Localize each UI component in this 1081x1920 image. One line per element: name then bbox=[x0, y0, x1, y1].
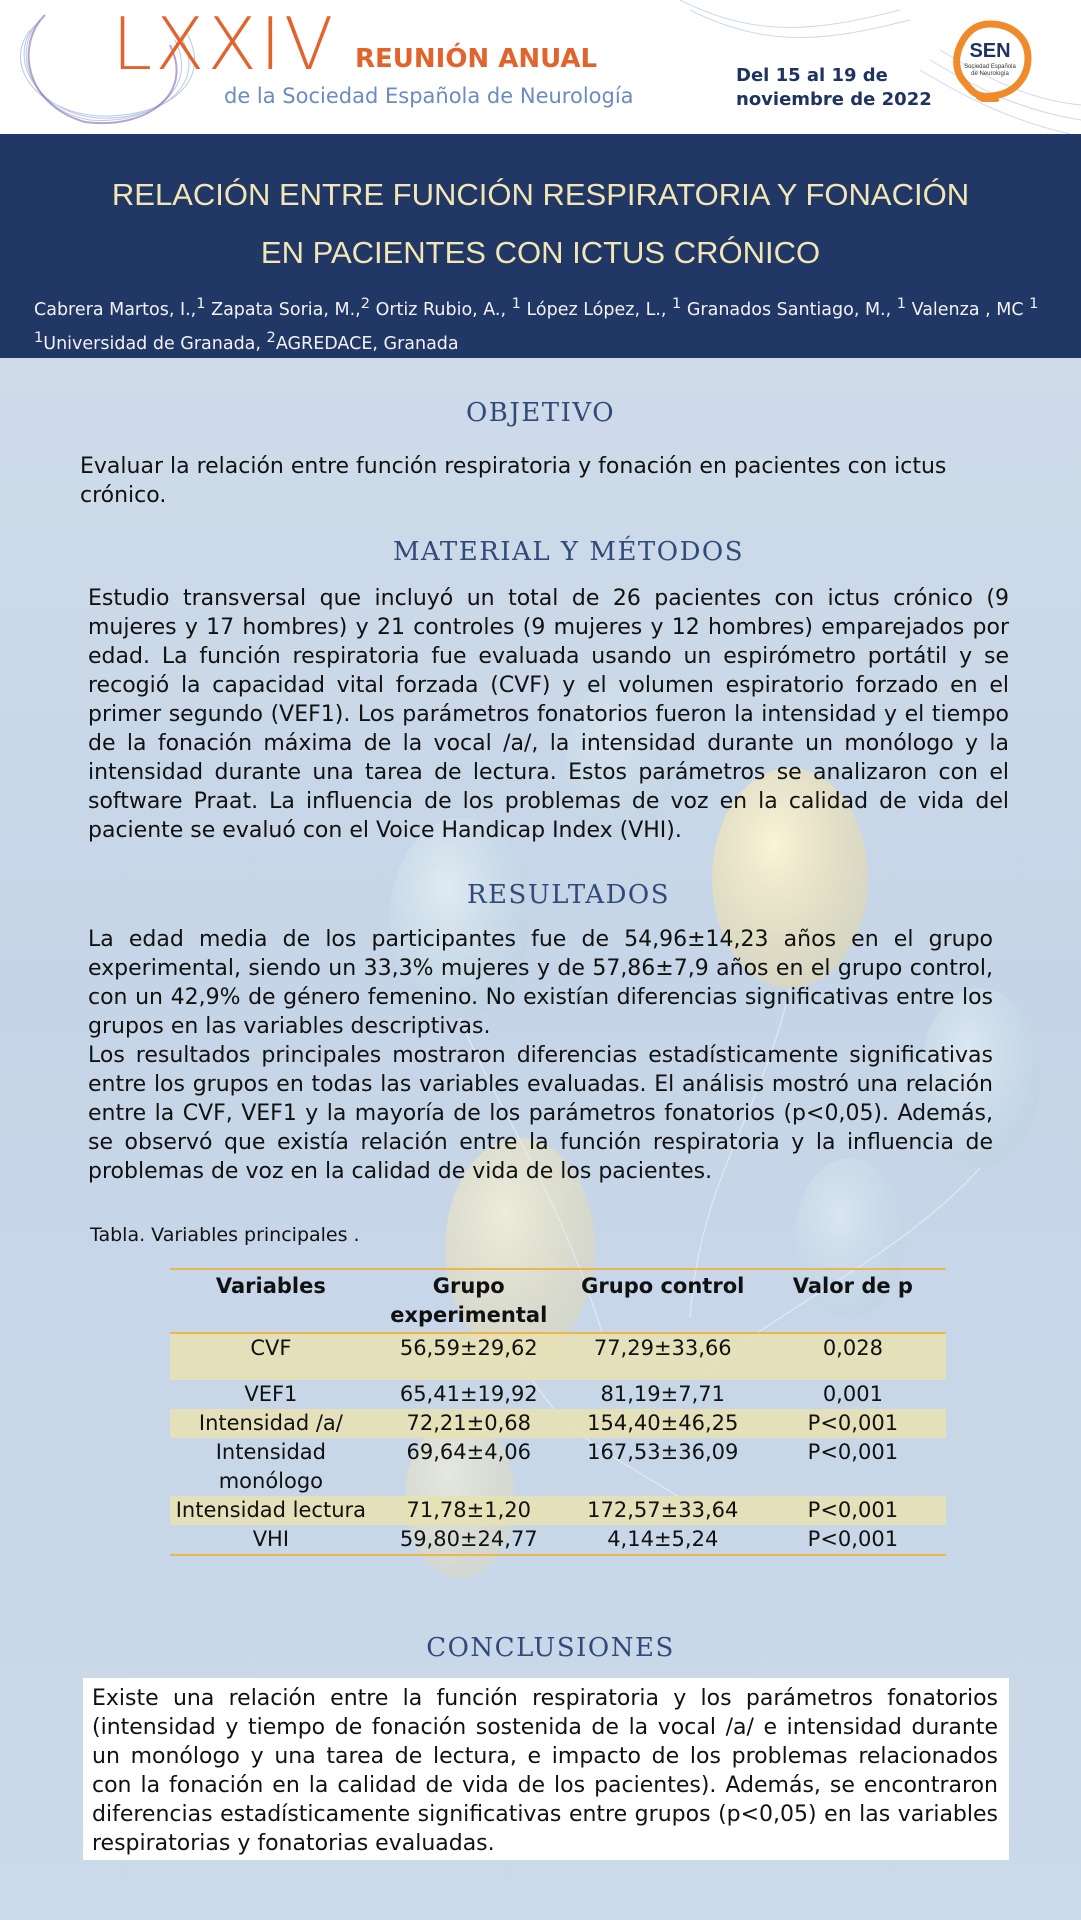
cell-p-value: 0,001 bbox=[822, 1382, 883, 1406]
resultados-text bbox=[88, 925, 993, 1186]
dates-line-1: Del 15 al 19 de bbox=[736, 65, 888, 86]
cell-variable: Intensidad /a/ bbox=[170, 1409, 372, 1438]
cell-variable: CVF bbox=[170, 1333, 372, 1380]
table-row bbox=[170, 1380, 946, 1409]
affiliations: $^1$Universidad de Granada, $^2$AGREDACE, Granada bbox=[34, 328, 459, 354]
cell-experimental: 59,80±24,77 bbox=[372, 1525, 566, 1555]
cell-control: 4,14±5,24 bbox=[566, 1525, 760, 1555]
cell-p-value: P<0,001 bbox=[807, 1440, 899, 1464]
table-row bbox=[170, 1496, 946, 1525]
cell-experimental: 69,64±4,06 bbox=[406, 1440, 531, 1464]
table-row bbox=[170, 1525, 946, 1555]
conference-header bbox=[0, 0, 1081, 134]
author: Zapata Soria, M., bbox=[205, 299, 361, 320]
organizer-name: de la Sociedad Española de Neurología bbox=[224, 84, 634, 108]
section-title-objetivo: OBJETIVO bbox=[465, 398, 616, 428]
author: Valenza , MC bbox=[906, 299, 1030, 320]
sen-logo-line2: de Neurología bbox=[971, 71, 1009, 77]
cell-experimental: 65,41±19,92 bbox=[399, 1382, 538, 1406]
table-caption: Tabla. Variables principales . bbox=[90, 1224, 360, 1246]
cell-variable: VHI bbox=[170, 1525, 372, 1555]
table-header-row bbox=[170, 1269, 946, 1333]
cell-variable: Intensidad monólogo bbox=[215, 1440, 327, 1493]
header-control: Grupo control bbox=[566, 1269, 760, 1333]
cell-control: 167,53±36,09 bbox=[587, 1440, 739, 1464]
sen-logo-abbr: SEN bbox=[969, 40, 1011, 62]
cell-experimental: 71,78±1,20 bbox=[372, 1496, 566, 1525]
header-variables: Variables bbox=[170, 1269, 372, 1333]
metodos-text: Estudio transversal que incluyó un total de 26 pacientes con ictus crónico (9 mujeres y 17 hombres) y 21 controles (9 mujeres y 12 hombres) emparejados por edad. La función respiratoria fue evaluada usando un espirómetro portátil y se recogió la capacidad vital forzada (CVF) y el volumen espiratorio forzado en el primer segundo (VEF1). Los parámetros fonatorios fueron la intensidad y el tiempo de la fonación máxima de la vocal /a/, la intensidad durante un monólogo y la intensidad durante una tarea de lectura. Estos parámetros se analizaron con el software Praat. La influencia de los problemas de voz en la calidad de vida del paciente se evaluó con el Voice Handicap Index (VHI). bbox=[88, 586, 1009, 843]
event-dates bbox=[736, 64, 932, 112]
poster-title bbox=[0, 166, 1081, 282]
sen-logo bbox=[948, 18, 1032, 102]
cell-control: 172,57±33,64 bbox=[566, 1496, 760, 1525]
authors-block bbox=[34, 290, 1074, 358]
results-table bbox=[170, 1268, 946, 1556]
author-list: Cabrera Martos, I.,$^1$ Zapata Soria, M.,$^2$ Ortiz Rubio, A., $^1$ López López, L., $^1$ Granados Santiago, M., $^1$ Valenza , MC $^1$ bbox=[34, 295, 1039, 320]
author: López López, L., bbox=[520, 299, 673, 320]
title-line-2: EN PACIENTES CON ICTUS CRÓNICO bbox=[260, 235, 821, 270]
section-title-conclusiones: CONCLUSIONES bbox=[426, 1633, 675, 1663]
sen-logo-line1: Sociedad Española bbox=[964, 64, 1016, 70]
objetivo-text: Evaluar la relación entre función respiratoria y fonación en pacientes con ictus crónico. bbox=[80, 454, 947, 508]
cell-p-value: 0,028 bbox=[760, 1333, 946, 1380]
header-experimental: Grupo experimental bbox=[372, 1269, 566, 1333]
cell-control: 81,19±7,71 bbox=[600, 1382, 725, 1406]
resultados-paragraph-1: La edad media de los participantes fue de 54,96±14,23 años en el grupo experimental, siendo un 33,3% mujeres y de 57,86±7,9 años en el grupo control, con un 42,9% de género femenino. No existían diferencias significativas entre los grupos en las variables descriptivas. bbox=[88, 927, 993, 1039]
title-line-1: RELACIÓN ENTRE FUNCIÓN RESPIRATORIA Y FONACIÓN bbox=[111, 177, 970, 212]
cell-p-value: P<0,001 bbox=[760, 1496, 946, 1525]
event-number: LXXIV bbox=[112, 2, 337, 86]
cell-p-value: P<0,001 bbox=[760, 1525, 946, 1555]
table-row bbox=[170, 1438, 946, 1496]
table-row bbox=[170, 1409, 946, 1438]
cell-p-value: P<0,001 bbox=[760, 1409, 946, 1438]
cell-experimental: 72,21±0,68 bbox=[372, 1409, 566, 1438]
table-row bbox=[170, 1333, 946, 1380]
section-title-resultados: RESULTADOS bbox=[466, 880, 671, 910]
cell-variable: Intensidad lectura bbox=[170, 1496, 372, 1525]
resultados-paragraph-2: Los resultados principales mostraron diferencias estadísticamente significativas entre los grupos en todas las variables evaluadas. El análisis mostró una relación entre la CVF, VEF1 y la mayoría de los parámetros fonatorios (p<0,05). Además, se observó que existía relación entre la función respiratoria y la influencia de problemas de voz en la calidad de vida de los pacientes. bbox=[88, 1043, 993, 1184]
author: Granados Santiago, M., bbox=[681, 299, 897, 320]
cell-control: 154,40±46,25 bbox=[566, 1409, 760, 1438]
section-title-metodos: MATERIAL Y MÉTODOS bbox=[392, 537, 745, 567]
header-p-value: Valor de p bbox=[760, 1269, 946, 1333]
event-name: REUNIÓN ANUAL bbox=[355, 44, 598, 74]
cell-control: 77,29±33,66 bbox=[566, 1333, 760, 1380]
author: Ortiz Rubio, A., bbox=[370, 299, 512, 320]
cell-experimental: 56,59±29,62 bbox=[372, 1333, 566, 1380]
dates-line-2: noviembre de 2022 bbox=[736, 89, 932, 110]
cell-variable: VEF1 bbox=[244, 1382, 298, 1406]
author: Cabrera Martos, I., bbox=[34, 299, 197, 320]
conclusiones-text: Existe una relación entre la función respiratoria y los parámetros fonatorios (intensidad y tiempo de fonación sostenida de la vocal /a/ e intensidad durante un monólogo y una tarea de lectura, e impacto de los problemas relacionados con la fonación en la calidad de vida de los pacientes). Además, se encontraron diferencias estadísticamente significativas entre grupos (p<0,05) en las variables respiratorias y fonatorias evaluadas. bbox=[92, 1686, 998, 1856]
